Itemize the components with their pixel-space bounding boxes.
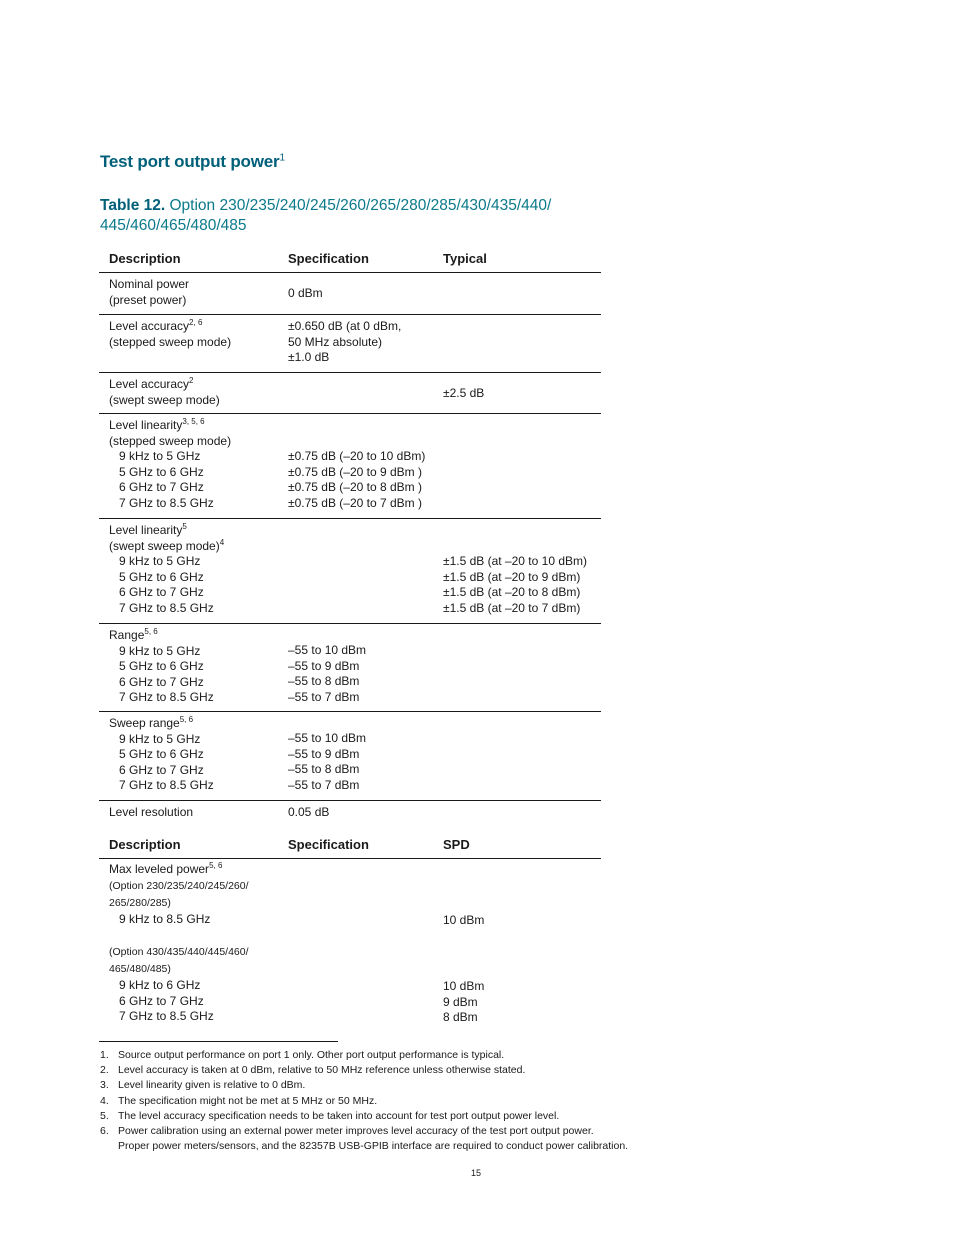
band-label: 6 GHz to 7 GHz: [119, 480, 204, 495]
spec-value: –55 to 8 dBm: [288, 762, 360, 777]
option-list: (Option 430/435/440/445/460/: [109, 946, 249, 959]
row-label: Nominal power: [109, 277, 190, 291]
footnote: 6. Power calibration using an external power meter improves level accuracy of the test port output power. Proper power meters/sensors, and the 82357B USB-GPIB interface are required to conduct power calibration.: [100, 1125, 629, 1153]
spec-value: ±0.650 dB (at 0 dBm,: [288, 319, 402, 333]
row-label: Level linearity$^5$: [109, 522, 187, 537]
band-label: 7 GHz to 8.5 GHz: [119, 600, 214, 615]
row-label: Level accuracy$^2$: [109, 376, 194, 391]
band-label: 5 GHz to 6 GHz: [119, 464, 204, 479]
spec-value: –55 to 7 dBm: [288, 777, 360, 792]
row-sublabel: (stepped sweep mode): [109, 433, 232, 448]
table-row: [99, 624, 601, 712]
table-row: [99, 414, 601, 519]
band-label: 5 GHz to 6 GHz: [119, 747, 204, 762]
spd-value: 8 dBm: [443, 1010, 478, 1025]
table-row: [99, 273, 601, 315]
footnote: 3. Level linearity given is relative to 0 dBm.: [100, 1079, 306, 1092]
typical-value: ±1.5 dB (at –20 to 7 dBm): [443, 600, 581, 615]
row-sublabel: (preset power): [109, 292, 187, 307]
band-label: 6 GHz to 7 GHz: [119, 762, 204, 777]
footnote-ref: 5: [182, 522, 187, 531]
band-label: 6 GHz to 7 GHz: [119, 585, 204, 600]
footnote-ref: 5, 6: [209, 861, 223, 870]
spec-value: ±0.75 dB (–20 to 10 dBm): [288, 449, 426, 463]
table-header: [99, 250, 601, 273]
band-label: 6 GHz to 7 GHz: [119, 993, 204, 1008]
option-list: 265/280/285): [109, 896, 171, 909]
row-sublabel: (stepped sweep mode): [109, 334, 232, 349]
band-label: 5 GHz to 6 GHz: [119, 659, 204, 674]
header-description: Description: [109, 251, 181, 266]
footnote: 4. The specification might not be met at 5 MHz or 50 MHz.: [100, 1094, 378, 1107]
band-label: 9 kHz to 5 GHz: [119, 554, 201, 569]
table-row: [99, 801, 601, 825]
spec-value: –55 to 7 dBm: [288, 689, 360, 704]
row-sublabel: (swept sweep mode): [109, 392, 220, 407]
spec-value: –55 to 10 dBm: [288, 643, 367, 657]
row-label: Level resolution: [109, 805, 194, 819]
table-row: [99, 315, 601, 373]
spec-value: –55 to 10 dBm: [288, 731, 367, 745]
footnote: 1. Source output performance on port 1 only. Other port output performance is typical.: [100, 1049, 505, 1061]
spec-value: ±0.75 dB (–20 to 7 dBm ): [288, 495, 422, 510]
row-label: Level accuracy$^{2, 6}$: [109, 318, 203, 333]
footnote-ref: 5, 6: [179, 715, 194, 724]
band-label: 7 GHz to 8.5 GHz: [119, 1009, 214, 1024]
section-title: Test port output power$^1$: [100, 152, 285, 171]
band-label: 9 kHz to 5 GHz: [119, 731, 201, 746]
header-specification: Specification: [288, 837, 369, 852]
footnote-ref: 1: [279, 152, 285, 164]
option-list: (Option 230/235/240/245/260/: [109, 879, 249, 892]
spec-value: ±1.0 dB: [288, 350, 330, 365]
spec-table: [99, 250, 601, 825]
band-label: 7 GHz to 8.5 GHz: [119, 495, 214, 510]
spec-value: –55 to 8 dBm: [288, 674, 360, 689]
spd-value: 10 dBm: [443, 913, 485, 927]
band-label: 5 GHz to 6 GHz: [119, 569, 204, 584]
option-list: 465/480/485): [109, 963, 171, 976]
band-label: 9 kHz to 6 GHz: [119, 978, 201, 993]
page-number: 15: [471, 1168, 482, 1178]
row-label: Sweep range$^{5, 6}$: [109, 715, 194, 730]
spec-value: ±0.75 dB (–20 to 8 dBm ): [288, 480, 422, 495]
footnote-ref: 5, 6: [144, 627, 158, 636]
spec-value: 0 dBm: [288, 286, 323, 300]
footnote: 2. Level accuracy is taken at 0 dBm, relative to 50 MHz reference unless otherwise stated.: [100, 1064, 526, 1077]
table-label: Table 12.: [100, 197, 166, 214]
table-row: [99, 373, 601, 414]
footnote: 5. The level accuracy specification needs to be taken into account for test port output power level.: [100, 1109, 560, 1122]
spec-value: –55 to 9 dBm: [288, 746, 360, 761]
spec-value: 0.05 dB: [288, 805, 330, 819]
band-label: 9 kHz to 5 GHz: [119, 643, 201, 658]
header-typical: Typical: [443, 251, 487, 266]
table-caption: [100, 196, 620, 236]
header-specification: Specification: [288, 251, 369, 266]
spec-value: –55 to 9 dBm: [288, 658, 360, 673]
table-row: [99, 859, 601, 1029]
footnote-ref: 2, 6: [189, 318, 203, 327]
row-label: Range$^{5, 6}$: [109, 627, 158, 642]
band-label: 6 GHz to 7 GHz: [119, 674, 204, 689]
band-label: 9 kHz to 8.5 GHz: [119, 911, 211, 926]
table-title-line1: Option 230/235/240/245/260/265/280/285/430/435/440/: [169, 197, 552, 214]
footnote-ref: 4: [219, 537, 225, 547]
table-row: [99, 712, 601, 801]
spec-value: ±0.75 dB (–20 to 9 dBm ): [288, 464, 422, 479]
band-label: 7 GHz to 8.5 GHz: [119, 690, 214, 705]
row-label: Max leveled power$^{5, 6}$: [109, 861, 223, 876]
band-label: 9 kHz to 5 GHz: [119, 449, 201, 464]
table-header: [99, 836, 601, 859]
spec-value: 50 MHz absolute): [288, 334, 383, 349]
spd-value: 10 dBm: [443, 979, 485, 993]
table-row: [99, 519, 601, 624]
typical-value: ±2.5 dB: [443, 386, 485, 400]
footnote-ref: 2: [189, 376, 194, 385]
spd-table: [99, 836, 601, 1029]
typical-value: ±1.5 dB (at –20 to 8 dBm): [443, 585, 581, 600]
footnote-ref: 3, 5, 6: [182, 417, 205, 426]
header-description: Description: [109, 837, 181, 852]
row-label: Level linearity$^{3, 5, 6}$: [109, 417, 205, 432]
typical-value: ±1.5 dB (at –20 to 9 dBm): [443, 569, 581, 584]
band-label: 7 GHz to 8.5 GHz: [119, 778, 214, 793]
row-sublabel: (swept sweep mode)$^4$: [109, 537, 225, 553]
table-title-line2: 445/460/465/480/485: [100, 217, 247, 234]
header-spd: SPD: [443, 837, 470, 852]
footnote-divider: [99, 1041, 338, 1042]
typical-value: ±1.5 dB (at –20 to 10 dBm): [443, 554, 587, 568]
footnotes: [100, 1048, 700, 1154]
spd-value: 9 dBm: [443, 994, 478, 1009]
